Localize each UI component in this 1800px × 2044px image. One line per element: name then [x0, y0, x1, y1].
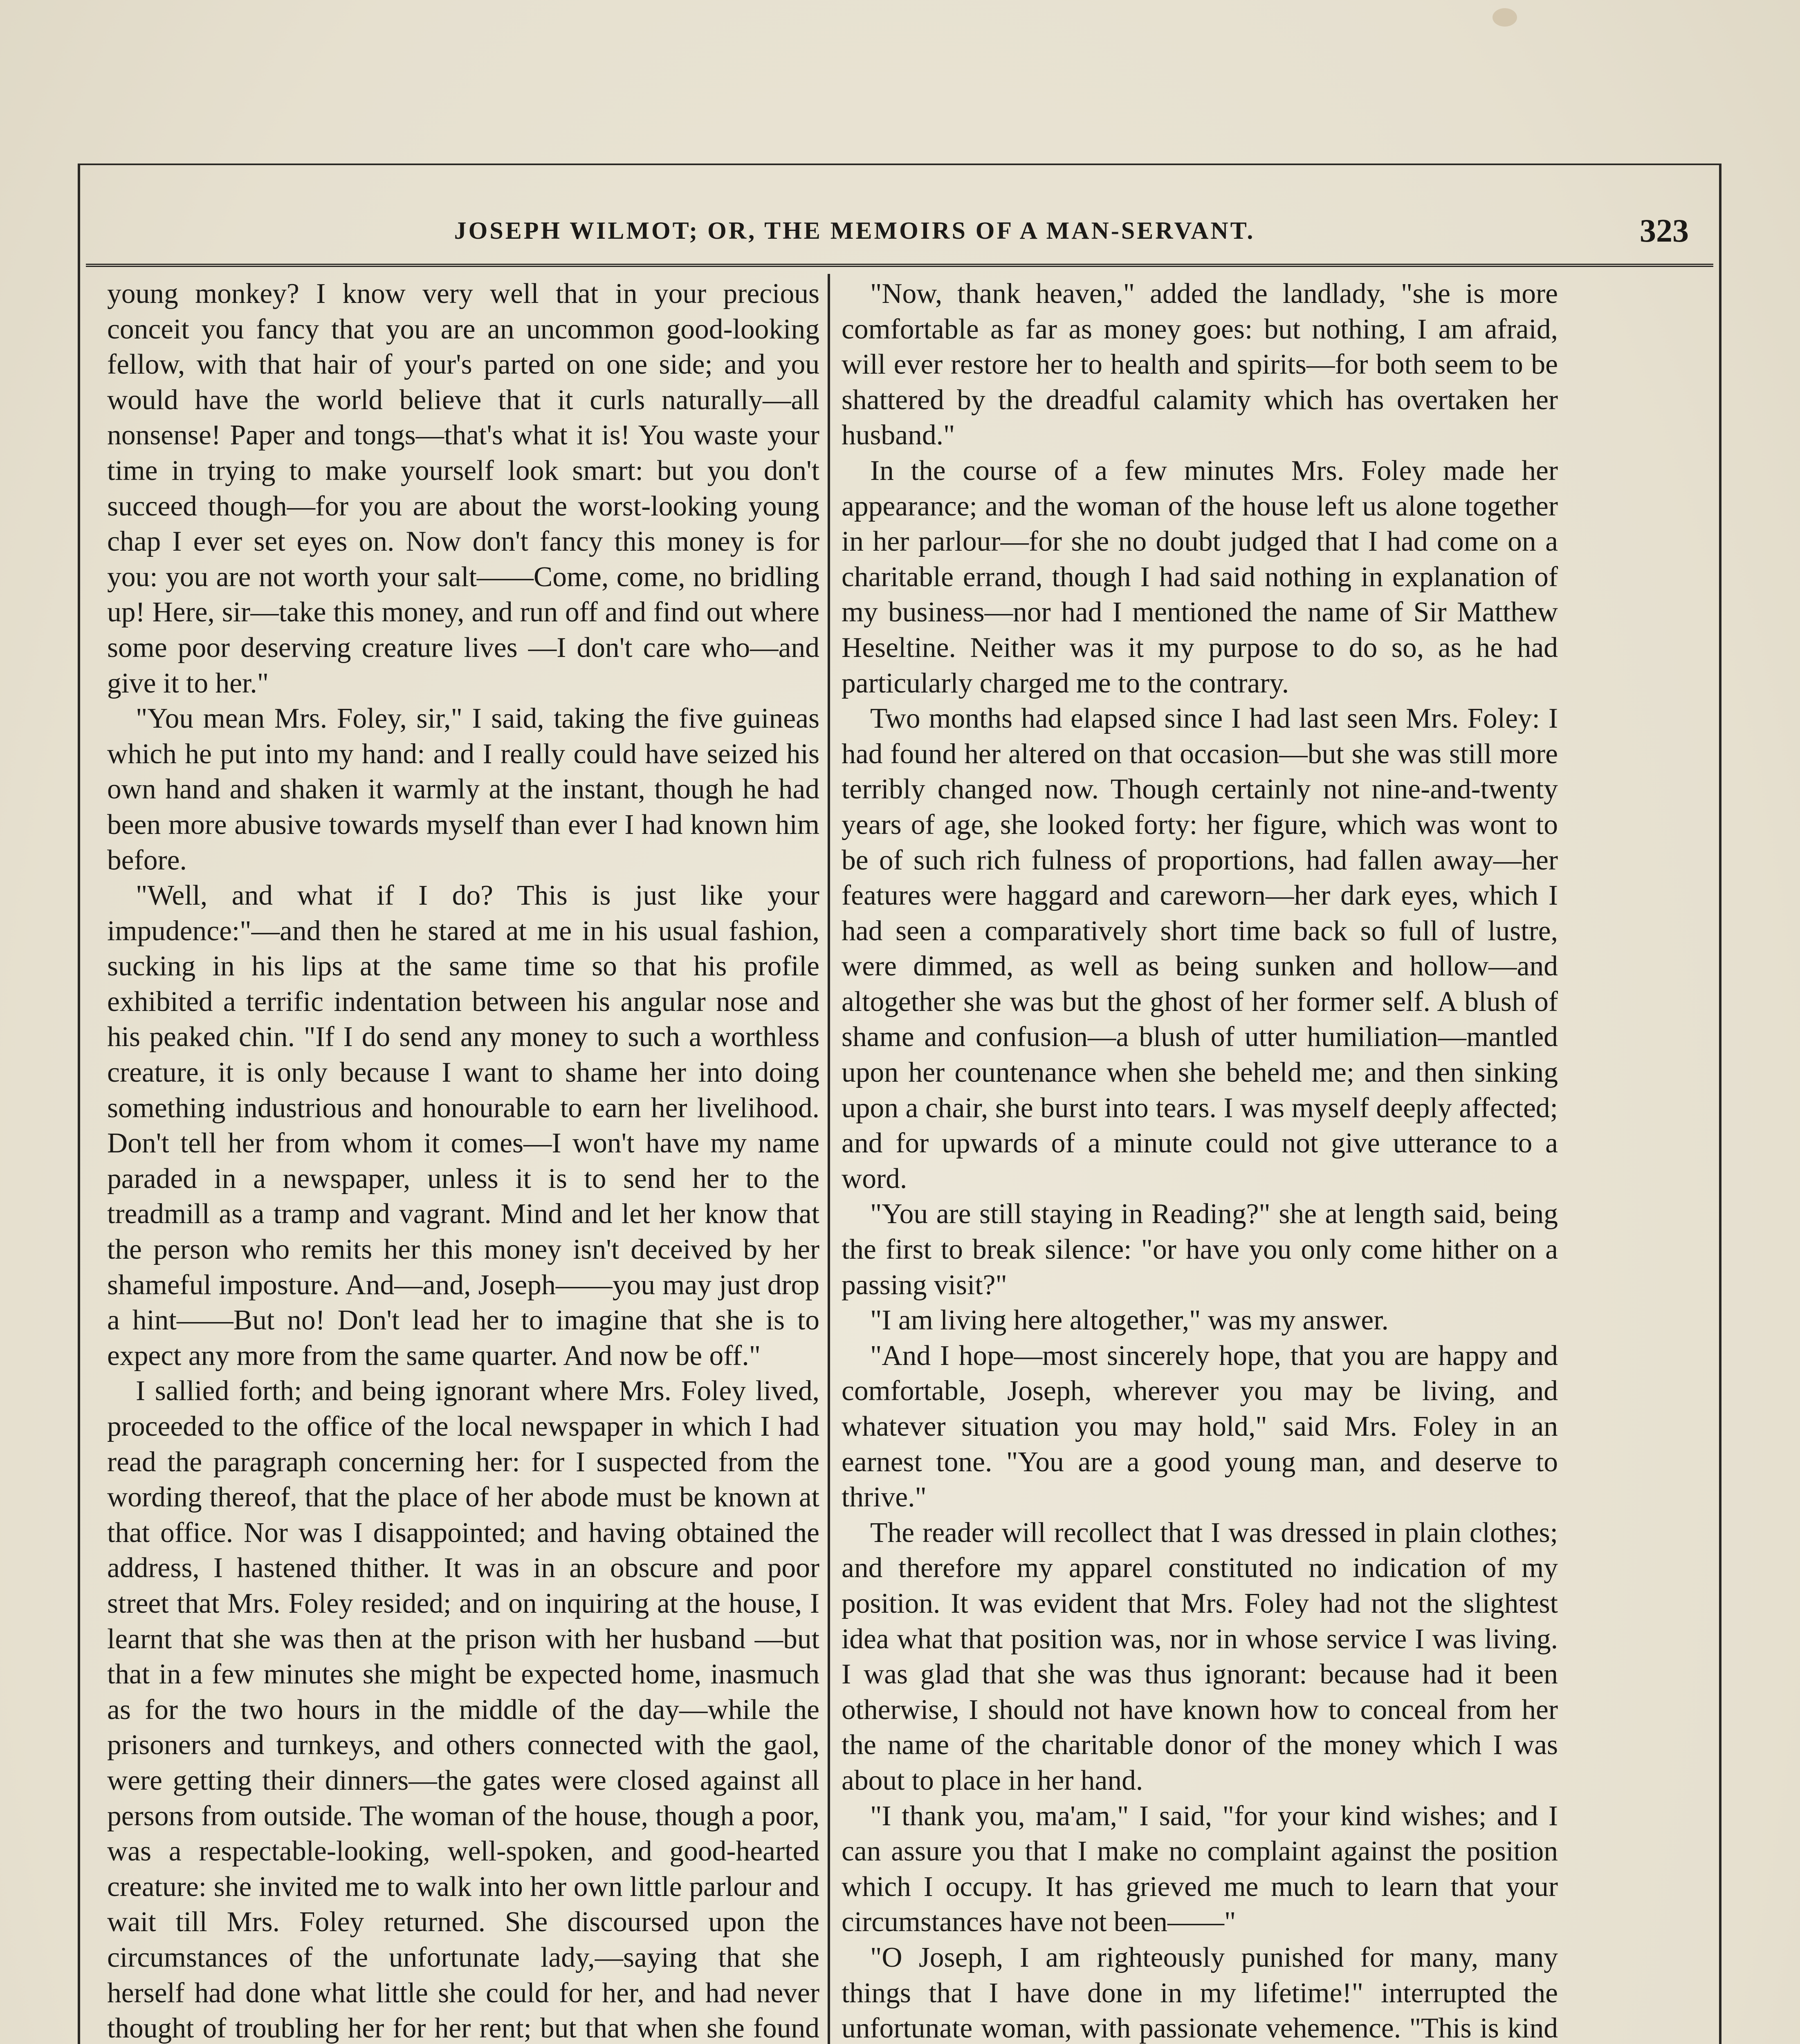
running-head: JOSEPH WILMOT; OR, THE MEMOIRS OF A MAN-SERVANT. — [454, 217, 1255, 244]
paragraph: "Well, and what if I do? This is just like your impudence:"—and then he stared at me in his usual fashion, sucking in his lips at the same time so that his profile exhibited a terrific indentation between his angular nose and his peaked chin. "If I do send any money to such a worthless creature, it is only because I want to shame her into doing something industrious and honourable to earn her livelihood. Don't tell her from whom it comes—I won't have my name paraded in a newspaper, unless it is to send her to the treadmill as a tramp and vagrant. Mind and let her know that the person who remits her this money isn't deceived by her shameful imposture. And—and, Joseph——you may just drop a hint——But no! Don't lead her to imagine that she is to expect any more from the same quarter. And now be off." — [107, 880, 819, 1372]
left-column — [107, 276, 819, 2044]
column-divider — [828, 274, 830, 2044]
page-header — [98, 208, 1701, 253]
paragraph: The reader will recollect that I was dressed in plain clothes; and therefore my apparel constituted no indication of my position. It was evident that Mrs. Foley had not the slightest idea what that position was, nor in whose service I was living. I was glad that she was thus ignorant: because had it been otherwise, I should not have known how to conceal from her the name of the charitable donor of the money which I was about to place in her hand. — [842, 1517, 1558, 1796]
header-rule — [86, 264, 1713, 267]
paragraph: young monkey? I know very well that in your precious conceit you fancy that you are an uncommon good-looking fellow, with that hair of your's parted on one side; and you would have the world believe that it curls naturally—all nonsense! Paper and tongs—that's what it is! You waste your time in trying to make yourself look smart: but you don't succeed though—for you are about the worst-looking young chap I ever set eyes on. Now don't fancy this money is for you: you are not worth your salt——Come, come, no bridling up! Here, sir—take this money, and run off and find out where some poor deserving creature lives —I don't care who—and give it to her." — [107, 278, 819, 699]
paper-stain — [1493, 8, 1517, 27]
right-column — [842, 276, 1558, 2044]
paragraph: "You are still staying in Reading?" she at length said, being the first to break silence: "or have you only come hither on a passing visit?" — [842, 1198, 1558, 1301]
paragraph: "O Joseph, I am righteously punished for many, many things that I have done in my lifetime!" interrupted the unfortunate woman, with passionate vehemence. "This is kind — [842, 1941, 1558, 2044]
paragraph: In the course of a few minutes Mrs. Foley made her appearance; and the woman of the house left us alone together in her parlour—for she no doubt judged that I had come on a charitable errand, though I had said nothing in explanation of my business—nor had I mentioned the name of Sir Matthew Heseltine. Neither was it my purpose to do so, as he had particularly charged me to the contrary. — [842, 455, 1558, 699]
paragraph: "Now, thank heaven," added the landlady, "she is more comfortable as far as money goes: but nothing, I am afraid, will ever restore her to health and spirits—for both seem to be shattered by the dreadful calamity which has overtaken her husband." — [842, 278, 1558, 451]
paragraph: "I am living here altogether," was my answer. — [870, 1304, 1389, 1336]
paragraph: "I thank you, ma'am," I said, "for your kind wishes; and I can assure you that I make no complaint against the position which I occupy. It has grieved me much to learn that your circumstances have not been——" — [842, 1800, 1558, 1938]
paragraph: Two months had elapsed since I had last seen Mrs. Foley: I had found her altered on that occasion—but she was still more terribly changed now. Though certainly not nine-and-twenty years of age, she looked forty: her figure, which was wont to be of such rich fulness of proportions, had fallen away—her features were haggard and careworn—her dark eyes, which I had seen a comparatively short time back so full of lustre, were dimmed, as well as being sunken and hollow—and altogether she was but the ghost of her former self. A blush of shame and confusion—a blush of utter humiliation—mantled upon her countenance when she beheld me; and then sinking upon a chair, she burst into tears. I was myself deeply affected; and for upwards of a minute could not give utterance to a word. — [842, 703, 1558, 1195]
page-number: 323 — [1640, 213, 1689, 249]
paragraph: "And I hope—most sincerely hope, that you are happy and comfortable, Joseph, wherever you may be living, and whatever situation you may hold," said Mrs. Foley in an earnest tone. "You are a good young man, and deserve to thrive." — [842, 1340, 1558, 1513]
paragraph: I sallied forth; and being ignorant where Mrs. Foley lived, proceeded to the office of the local newspaper in which I had read the paragraph concerning her: for I suspected from the wording thereof, that the place of her abode must be known at that office. Nor was I disappointed; and having obtained the address, I hastened thither. It was in an obscure and poor street that Mrs. Foley resided; and on inquiring at the house, I learnt that she was then at the prison with her husband —but that in a few minutes she might be expected home, inasmuch as for the two hours in the middle of the day—while the prisoners and turnkeys, and others connected with the gaol, were getting their dinners—the gates were closed against all persons from outside. The woman of the house, though a poor, was a respectable-looking, well-spoken, and good-hearted creature: she invited me to walk into her own little parlour and wait till Mrs. Foley returned. She discoursed upon the circumstances of the unfortunate lady,—saying that she herself had done what little she could for her, and had never thought of troubling her for her rent; but that when she found — [107, 1375, 819, 2044]
paragraph: "You mean Mrs. Foley, sir," I said, taking the five guineas which he put into my hand: and I really could have seized his own hand and shaken it warmly at the instant, though he had been more abusive towards myself than ever I had known him before. — [107, 703, 819, 876]
